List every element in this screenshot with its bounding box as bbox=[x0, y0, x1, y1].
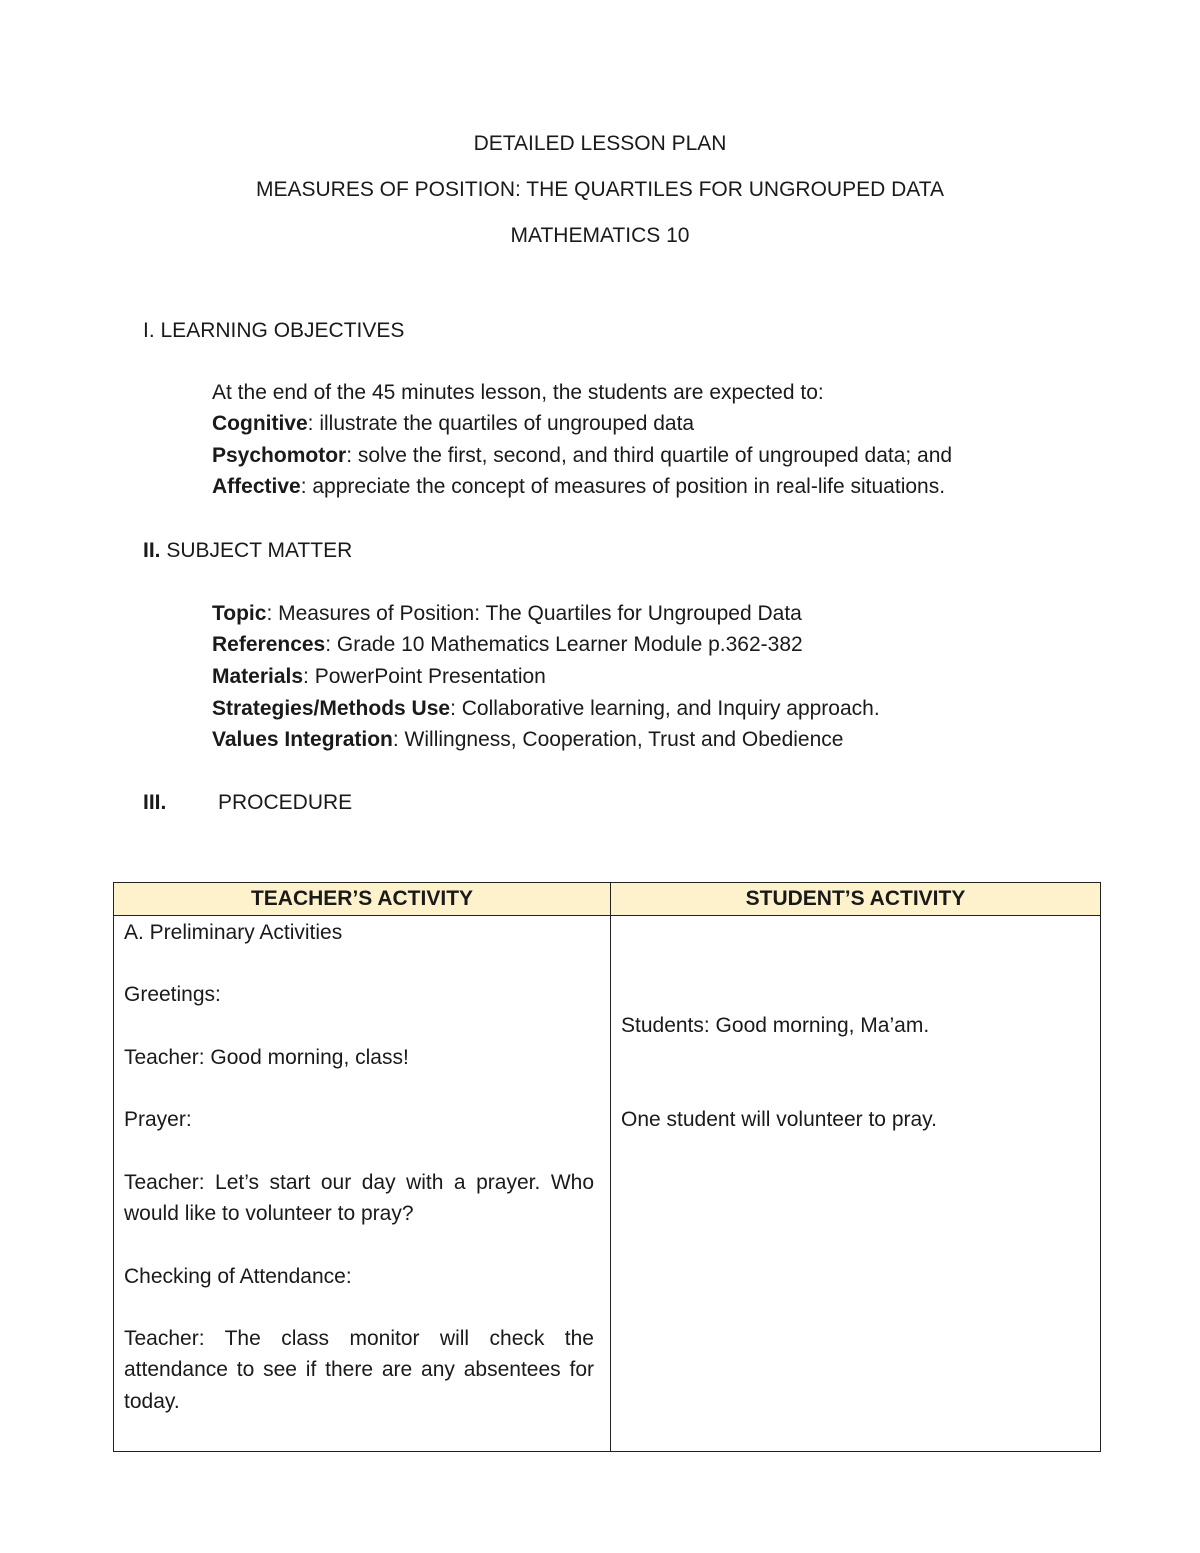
greetings-label: Greetings: bbox=[124, 982, 221, 1006]
student-greeting-reply: Students: Good morning, Ma’am. bbox=[621, 1013, 930, 1037]
subject-text: : PowerPoint Presentation bbox=[303, 665, 546, 688]
subject-heading-text: SUBJECT MATTER bbox=[160, 539, 353, 562]
subject-label: Values Integration bbox=[212, 728, 393, 751]
teacher-attendance-line: Teacher: The class monitor will check the attendance to see if there are any absentees for today. bbox=[124, 1326, 594, 1413]
subject-text: : Measures of Position: The Quartiles for Ungrouped Data bbox=[266, 602, 802, 625]
objective-label: Affective bbox=[212, 475, 301, 498]
subject-label: Materials bbox=[212, 665, 304, 688]
objective-psychomotor bbox=[212, 440, 952, 472]
prayer-label: Prayer: bbox=[124, 1107, 192, 1131]
subject-label: References bbox=[212, 633, 326, 656]
student-prayer-reply: One student will volunteer to pray. bbox=[621, 1107, 937, 1131]
subject-label: Topic bbox=[212, 602, 267, 625]
subject-heading bbox=[143, 535, 352, 567]
objective-text: : appreciate the concept of measures of position in real-life situations. bbox=[300, 475, 946, 498]
subject-values bbox=[212, 724, 843, 756]
lesson-topic-title: MEASURES OF POSITION: THE QUARTILES FOR UNGROUPED DATA bbox=[255, 178, 945, 201]
student-activity-cell bbox=[611, 915, 1101, 1452]
subject-text: : Grade 10 Mathematics Learner Module p.362-382 bbox=[325, 633, 803, 656]
procedure-number bbox=[143, 787, 166, 819]
teacher-greeting: Teacher: Good morning, class! bbox=[124, 1045, 409, 1069]
subject-references bbox=[212, 629, 803, 661]
doc-title: DETAILED LESSON PLAN bbox=[473, 132, 727, 155]
subject-strategies bbox=[212, 693, 880, 725]
student-activity-header: STUDENT’S ACTIVITY bbox=[611, 883, 1101, 916]
objective-label: Psychomotor bbox=[212, 444, 347, 467]
subject-number: II. bbox=[143, 539, 161, 562]
attendance-label: Checking of Attendance: bbox=[124, 1264, 352, 1288]
procedure-heading: PROCEDURE bbox=[218, 791, 353, 814]
teacher-activity-cell bbox=[114, 915, 611, 1452]
subject-topic bbox=[212, 598, 802, 630]
objective-affective bbox=[212, 471, 945, 503]
objective-cognitive bbox=[212, 408, 694, 440]
objective-text: : solve the first, second, and third quartile of ungrouped data; and bbox=[346, 444, 953, 467]
subject-title: MATHEMATICS 10 bbox=[510, 224, 690, 247]
procedure-number-text: III. bbox=[143, 791, 167, 814]
objectives-heading: I. LEARNING OBJECTIVES bbox=[143, 319, 405, 342]
teacher-activity-header: TEACHER’S ACTIVITY bbox=[114, 883, 611, 916]
teacher-prayer-line: Teacher: Let’s start our day with a prayer. Who would like to volunteer to pray? bbox=[124, 1170, 594, 1225]
subject-materials bbox=[212, 661, 546, 693]
subject-text: : Willingness, Cooperation, Trust and Obedience bbox=[392, 728, 844, 751]
objectives-intro: At the end of the 45 minutes lesson, the students are expected to: bbox=[212, 381, 824, 404]
objective-label: Cognitive bbox=[212, 412, 308, 435]
preliminary-activities: A. Preliminary Activities bbox=[124, 920, 343, 944]
subject-text: : Collaborative learning, and Inquiry approach. bbox=[450, 697, 880, 720]
activity-table bbox=[113, 882, 1101, 1452]
subject-label: Strategies/Methods Use bbox=[212, 697, 451, 720]
objective-text: : illustrate the quartiles of ungrouped data bbox=[307, 412, 695, 435]
